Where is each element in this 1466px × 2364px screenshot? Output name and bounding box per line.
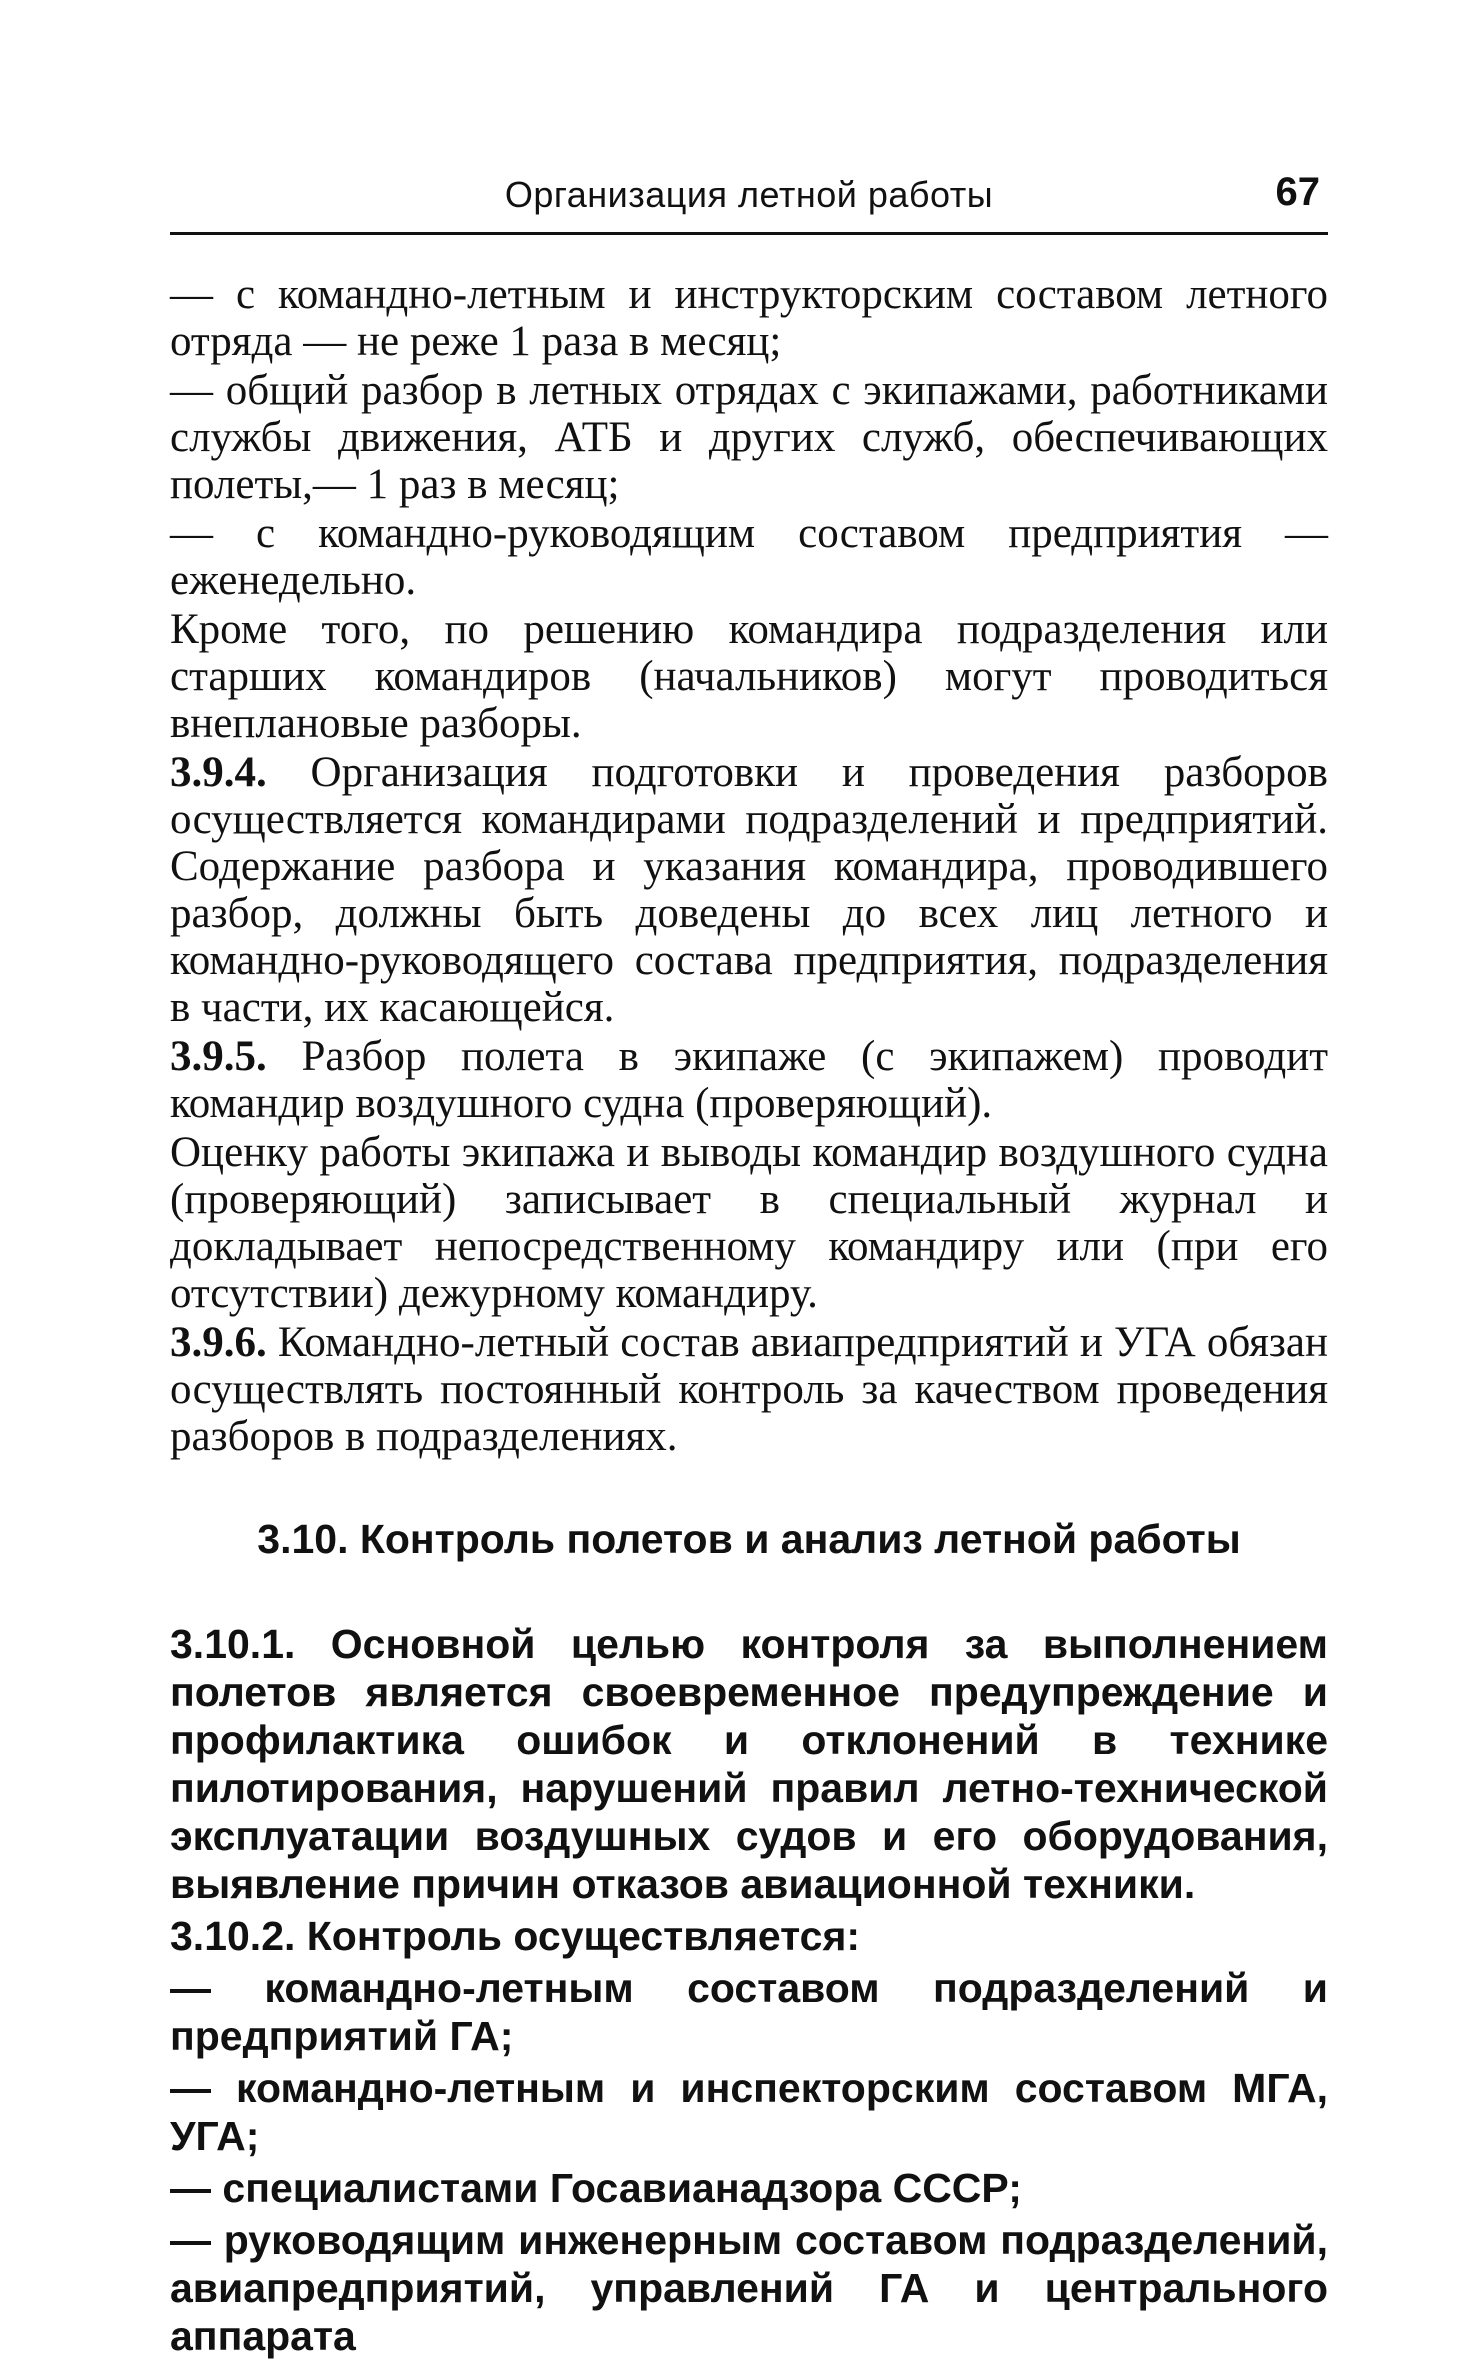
paragraph-number: 3.10.1. — [170, 1621, 296, 1667]
paragraph-text: Контроль осуществляется: — [295, 1913, 861, 1959]
running-header — [170, 160, 1328, 235]
paragraph — [170, 749, 1328, 1031]
paragraph — [170, 367, 1328, 508]
paragraph — [170, 1033, 1328, 1127]
paragraph-text: — командно-летным и инспекторским составом МГА, УГА; — [170, 2065, 1328, 2159]
paragraph-text: — общий разбор в летных отрядах с экипажами, работниками службы движения, АТБ и других служб, обеспечивающих полеты,— 1 раз в месяц; — [170, 367, 1328, 508]
book-page — [170, 160, 1328, 2364]
page-number: 67 — [1275, 170, 1320, 214]
paragraph-number: 3.9.4. — [170, 749, 267, 796]
paragraph — [170, 271, 1328, 365]
paragraph — [170, 1129, 1328, 1317]
section-paragraph — [170, 2216, 1328, 2360]
paragraph-number: 3.9.6. — [170, 1319, 267, 1366]
paragraph-text: — с командно-руководящим составом предприятия — еженедельно. — [170, 510, 1328, 604]
paragraph-text: — специалистами Госавианадзора СССР; — [170, 2165, 1022, 2211]
running-title: Организация летной работы — [504, 174, 994, 215]
paragraph-text: Оценку работы экипажа и выводы командир воздушного судна (проверяющий) записывает в специальный журнал и докладывает непосредственному командиру или (при его отсутствии) дежурному командиру. — [170, 1129, 1328, 1317]
section-paragraph — [170, 1620, 1328, 1908]
paragraph — [170, 606, 1328, 747]
paragraph-text: — с командно-летным и инструкторским составом летного отряда — не реже 1 раза в месяц; — [170, 271, 1328, 365]
paragraph-text: — руководящим инженерным составом подразделений, авиапредприятий, управлений ГА и центрального аппарата — [170, 2217, 1328, 2359]
paragraph — [170, 510, 1328, 604]
paragraph-text: Кроме того, по решению командира подразделения или старших командиров (начальников) могут проводиться внеплановые разборы. — [170, 606, 1328, 747]
section-body — [170, 1620, 1328, 2360]
paragraph — [170, 1319, 1328, 1460]
paragraph-text: Организация подготовки и проведения разборов осуществляется командирами подразделений и предприятий. Содержание разбора и указания командира, проводившего разбор, должны быть доведены до всех лиц летного и командно-руководящего состава предприятия, подразделения в части, их касающейся. — [170, 749, 1328, 1031]
paragraph-text: Командно-летный состав авиапредприятий и УГА обязан осуществлять постоянный контроль за качеством проведения разборов в подразделениях. — [170, 1319, 1328, 1460]
section-paragraph — [170, 2164, 1328, 2212]
paragraph-text: — командно-летным составом подразделений и предприятий ГА; — [170, 1965, 1328, 2059]
paragraph-number: 3.9.5. — [170, 1033, 267, 1080]
paragraph-number: 3.10.2. — [170, 1913, 296, 1959]
section-title: 3.10. Контроль полетов и анализ летной работы — [257, 1516, 1241, 1562]
section-paragraph — [170, 1964, 1328, 2060]
body-text — [170, 271, 1328, 1460]
section-paragraph — [170, 2064, 1328, 2160]
paragraph-text: Основной целью контроля за выполнением полетов является своевременное предупреждение и профилактика ошибок и отклонений в технике пилотирования, нарушений правил летно-технической эксплуатации воздушных судов и его оборудования, выявление причин отказов авиационной техники. — [170, 1621, 1328, 1907]
paragraph-text: Разбор полета в экипаже (с экипажем) проводит командир воздушного судна (проверяющий). — [170, 1033, 1328, 1127]
section-paragraph — [170, 1912, 1328, 1960]
